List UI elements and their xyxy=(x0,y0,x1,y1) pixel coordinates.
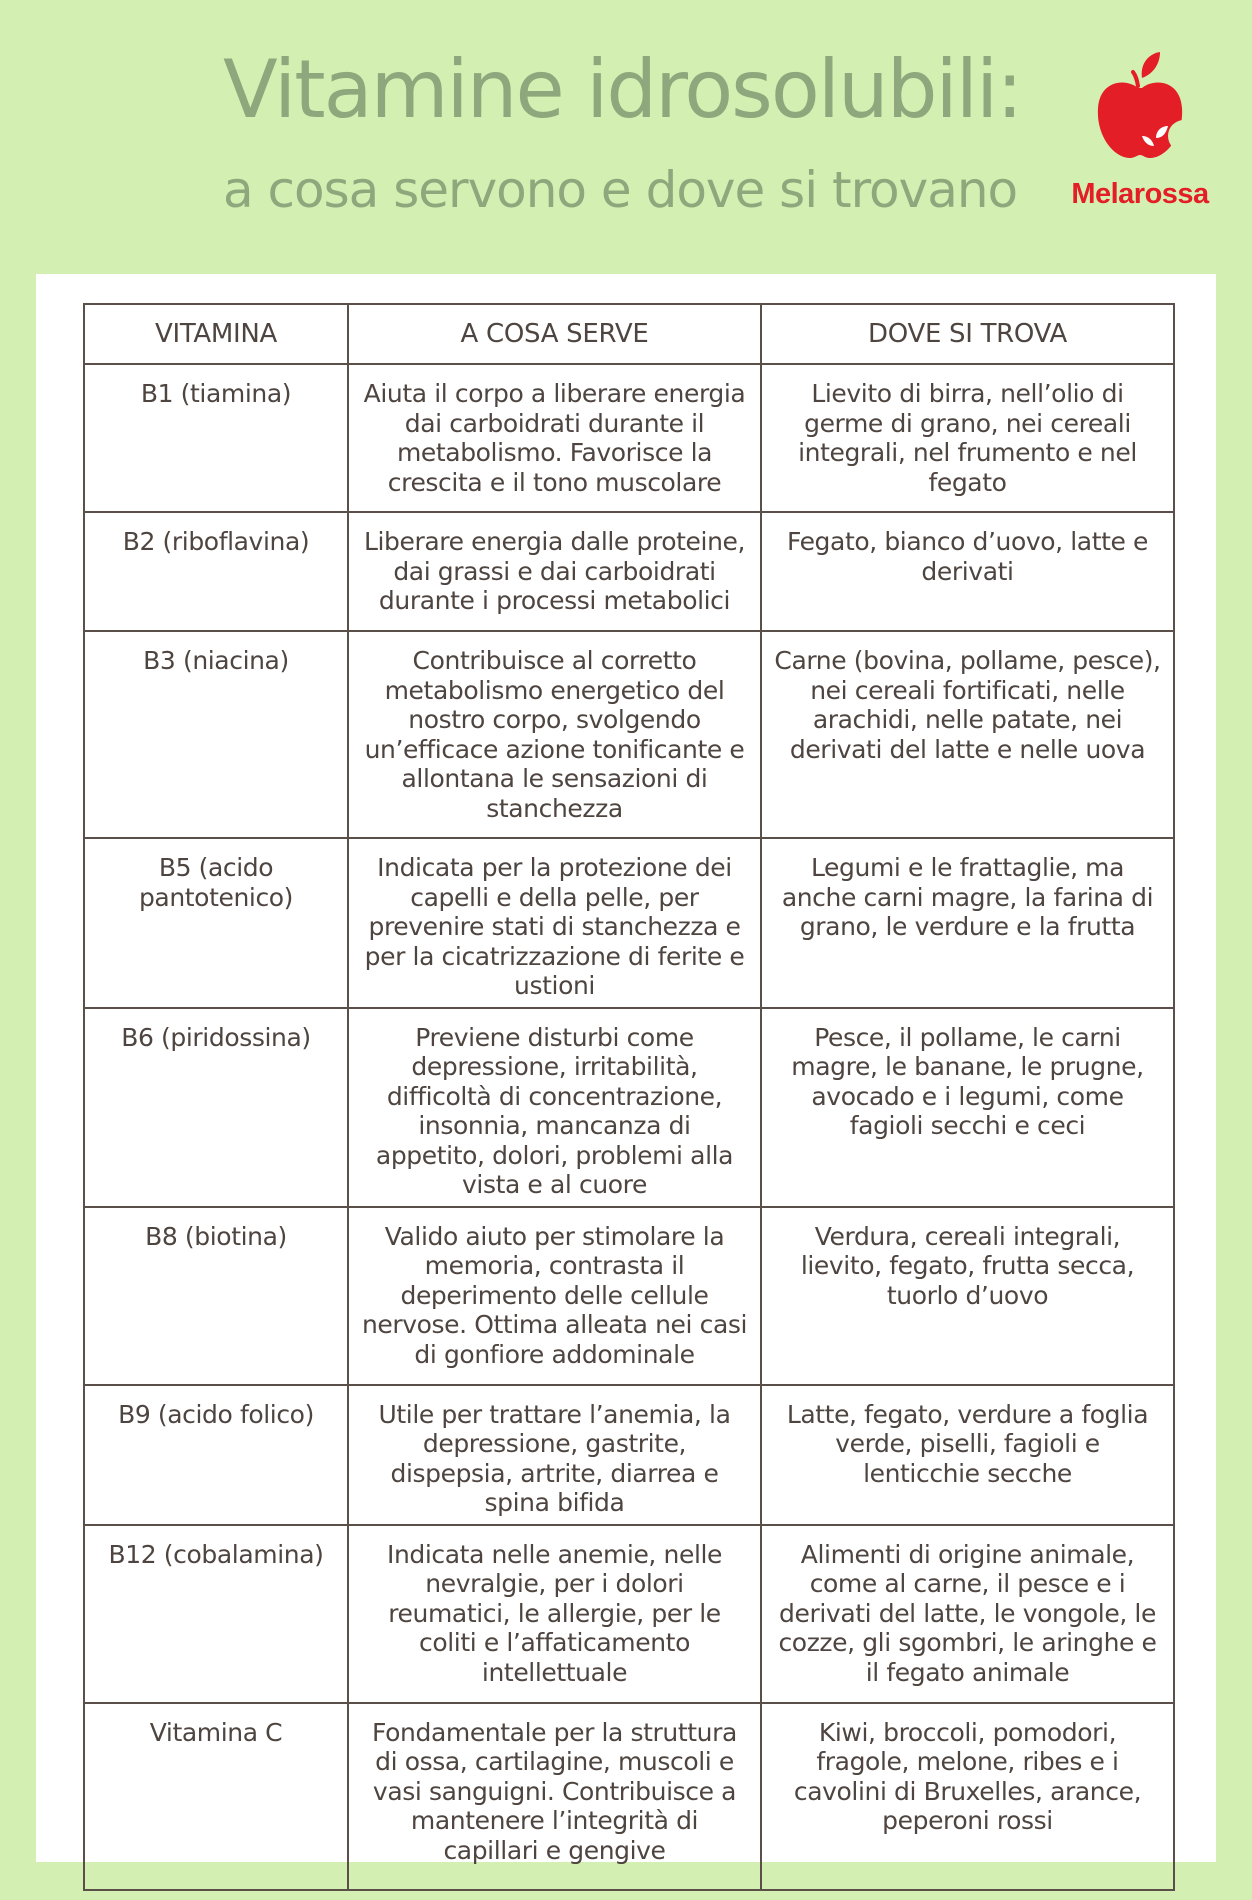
table-row xyxy=(84,631,1174,838)
vitamins-table xyxy=(83,303,1175,1891)
cell-dove-si-trova: Pesce, il pollame, le carni magre, le banane, le prugne, avocado e i legumi, come fagioli secchi e ceci xyxy=(761,1008,1174,1207)
cell-a-cosa-serve: Contribuisce al corretto metabolismo energetico del nostro corpo, svolgendo un’efficace azione tonificante e allontana le sensazioni di stanchezza xyxy=(348,631,761,838)
content-panel xyxy=(36,274,1216,1865)
cell-a-cosa-serve: Utile per trattare l’anemia, la depressione, gastrite, dispepsia, artrite, diarrea e spina bifida xyxy=(348,1385,761,1525)
cell-vitamina: B1 (tiamina) xyxy=(84,364,348,512)
cell-dove-si-trova: Fegato, bianco d’uovo, latte e derivati xyxy=(761,512,1174,631)
table-row xyxy=(84,512,1174,631)
cell-a-cosa-serve: Indicata per la protezione dei capelli e della pelle, per prevenire stati di stanchezza e per la cicatrizzazione di ferite e ustioni xyxy=(348,838,761,1008)
cell-dove-si-trova: Verdura, cereali integrali, lievito, fegato, frutta secca, tuorlo d’uovo xyxy=(761,1207,1174,1385)
cell-a-cosa-serve: Previene disturbi come depressione, irritabilità, difficoltà di concentrazione, insonnia, mancanza di appetito, dolori, problemi alla vista e al cuore xyxy=(348,1008,761,1207)
table-row xyxy=(84,1703,1174,1890)
cell-dove-si-trova: Latte, fegato, verdure a foglia verde, piselli, fagioli e lenticchie secche xyxy=(761,1385,1174,1525)
cell-a-cosa-serve: Liberare energia dalle proteine, dai grassi e dai carboidrati durante i processi metabolici xyxy=(348,512,761,631)
page-title: Vitamine idrosolubili: xyxy=(223,43,1022,136)
cell-a-cosa-serve: Aiuta il corpo a liberare energia dai carboidrati durante il metabolismo. Favorisce la crescita e il tono muscolare xyxy=(348,364,761,512)
cell-dove-si-trova: Alimenti di origine animale, come al carne, il pesce e i derivati del latte, le vongole, le cozze, gli sgombri, le aringhe e il fegato animale xyxy=(761,1525,1174,1703)
table-row xyxy=(84,838,1174,1008)
cell-vitamina: B6 (piridossina) xyxy=(84,1008,348,1207)
table-row xyxy=(84,1525,1174,1703)
page-subtitle: a cosa servono e dove si trovano xyxy=(223,161,1018,219)
brand-name: Melarossa xyxy=(1071,178,1209,210)
cell-dove-si-trova: Legumi e le frattaglie, ma anche carni magre, la farina di grano, le verdure e la frutta xyxy=(761,838,1174,1008)
cell-dove-si-trova: Kiwi, broccoli, pomodori, fragole, melone, ribes e i cavolini di Bruxelles, arance, peperoni rossi xyxy=(761,1703,1174,1890)
table-row xyxy=(84,1385,1174,1525)
column-header-dove-si-trova: DOVE SI TROVA xyxy=(761,304,1174,364)
cell-vitamina: B12 (cobalamina) xyxy=(84,1525,348,1703)
cell-dove-si-trova: Carne (bovina, pollame, pesce), nei cereali fortificati, nelle arachidi, nelle patate, nei derivati del latte e nelle uova xyxy=(761,631,1174,838)
cell-a-cosa-serve: Valido aiuto per stimolare la memoria, contrasta il deperimento delle cellule nervose. Ottima alleata nei casi di gonfiore addominale xyxy=(348,1207,761,1385)
cell-vitamina: B2 (riboflavina) xyxy=(84,512,348,631)
cell-a-cosa-serve: Fondamentale per la struttura di ossa, cartilagine, muscoli e vasi sanguigni. Contribuisce a mantenere l’integrità di capillari e gengive xyxy=(348,1703,761,1890)
cell-vitamina: B3 (niacina) xyxy=(84,631,348,838)
page-header xyxy=(0,0,1252,270)
cell-vitamina: B8 (biotina) xyxy=(84,1207,348,1385)
apple-icon xyxy=(1090,50,1190,170)
cell-vitamina: B5 (acido pantotenico) xyxy=(84,838,348,1008)
brand-logo xyxy=(1060,50,1220,220)
table-row xyxy=(84,1207,1174,1385)
column-header-vitamina: VITAMINA xyxy=(84,304,348,364)
column-header-a-cosa-serve: A COSA SERVE xyxy=(348,304,761,364)
cell-vitamina: Vitamina C xyxy=(84,1703,348,1890)
cell-vitamina: B9 (acido folico) xyxy=(84,1385,348,1525)
cell-a-cosa-serve: Indicata nelle anemie, nelle nevralgie, per i dolori reumatici, le allergie, per le coliti e l’affaticamento intellettuale xyxy=(348,1525,761,1703)
table-header-row xyxy=(84,304,1174,364)
table-row xyxy=(84,364,1174,512)
cell-dove-si-trova: Lievito di birra, nell’olio di germe di grano, nei cereali integrali, nel frumento e nel fegato xyxy=(761,364,1174,512)
table-row xyxy=(84,1008,1174,1207)
